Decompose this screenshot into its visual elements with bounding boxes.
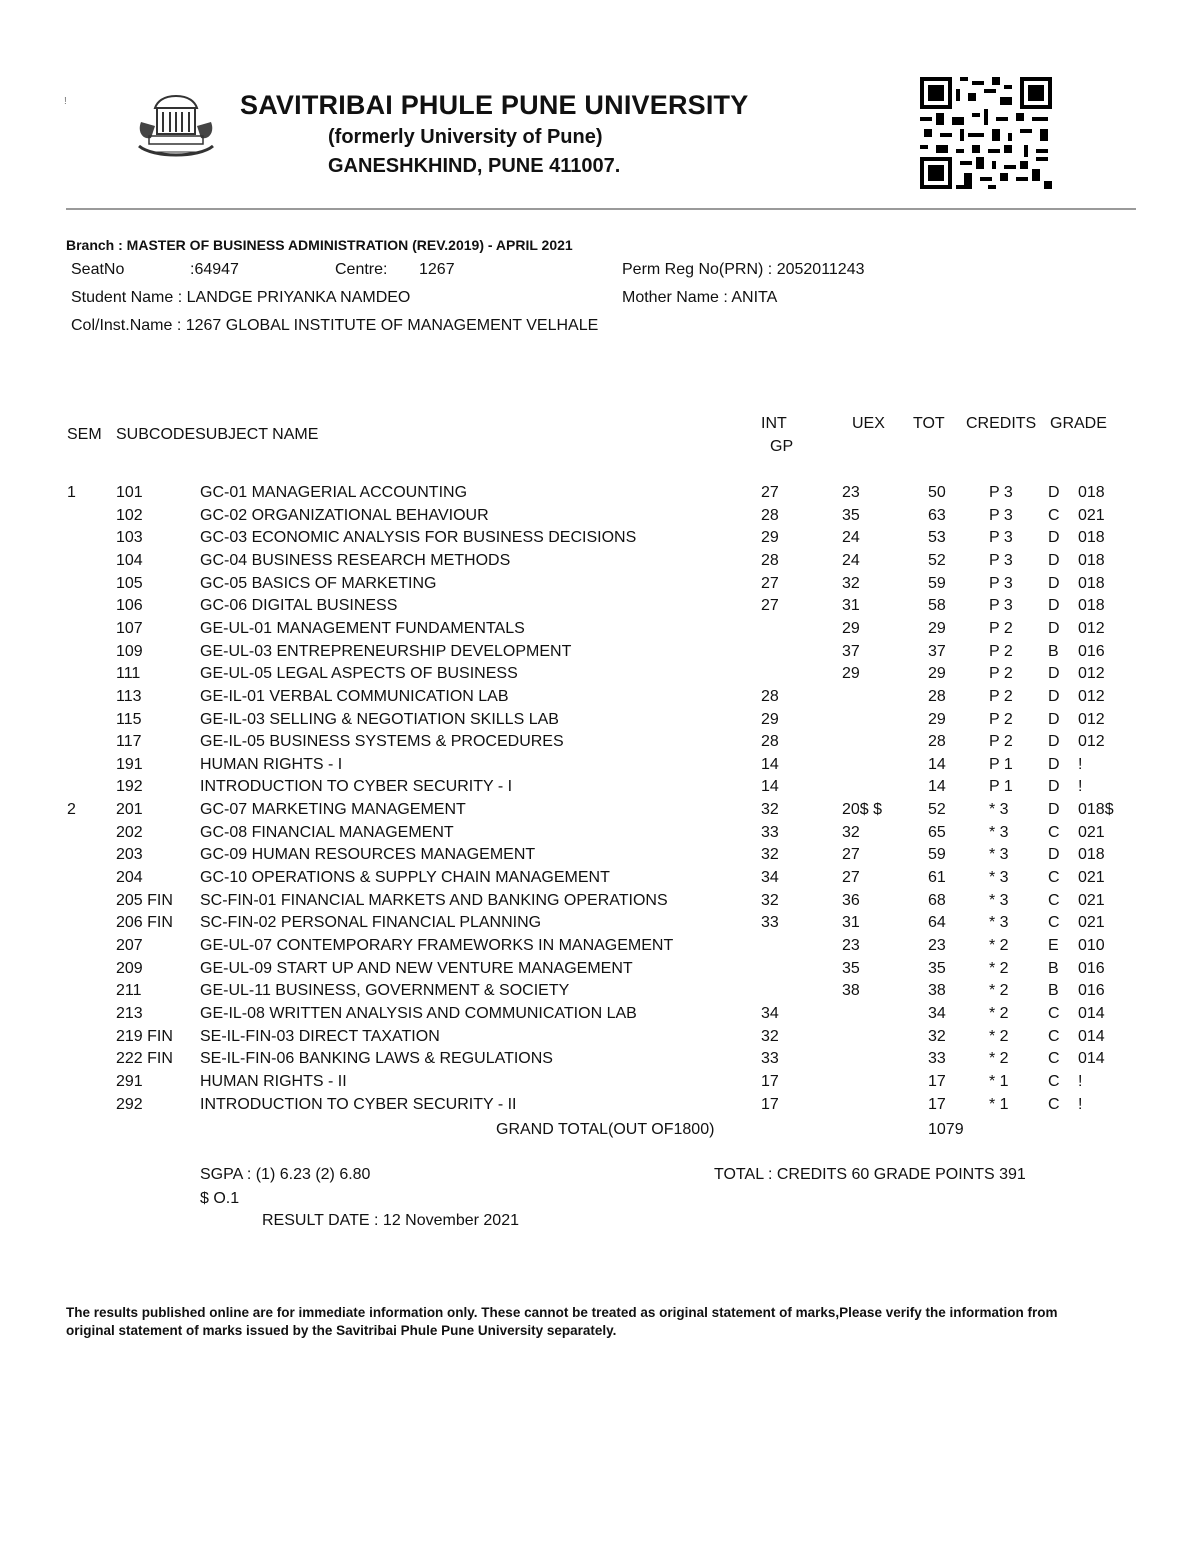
- cell-uex: 38: [842, 982, 860, 999]
- cell-tot: 58: [928, 597, 946, 614]
- cell-grade: D: [1048, 846, 1060, 863]
- cell-subcode: 203: [116, 846, 143, 863]
- seat-label: SeatNo: [71, 261, 125, 278]
- cell-int: 32: [761, 801, 779, 818]
- cell-uex: 32: [842, 824, 860, 841]
- cell-grade: D: [1048, 620, 1060, 637]
- cell-sem: 2: [67, 801, 76, 818]
- cell-grade: C: [1048, 1073, 1060, 1090]
- cell-gp: 014: [1078, 1050, 1105, 1067]
- cell-grade: C: [1048, 869, 1060, 886]
- sgpa: SGPA : (1) 6.23 (2) 6.80: [200, 1166, 371, 1183]
- col-header-grade: GRADE: [1050, 415, 1107, 432]
- cell-subject-name: GC-06 DIGITAL BUSINESS: [200, 597, 398, 614]
- cell-tot: 14: [928, 778, 946, 795]
- cell-credits: P 2: [989, 688, 1013, 705]
- cell-uex: 24: [842, 529, 860, 546]
- cell-credits: * 3: [989, 801, 1009, 818]
- cell-gp: 014: [1078, 1028, 1105, 1045]
- cell-tot: 50: [928, 484, 946, 501]
- cell-credits: * 2: [989, 960, 1009, 977]
- cell-uex: 20$ $: [842, 801, 883, 818]
- cell-subcode: 101: [116, 484, 143, 501]
- cell-grade: D: [1048, 733, 1060, 750]
- cell-gp: 018: [1078, 597, 1105, 614]
- cell-credits: P 3: [989, 552, 1013, 569]
- cell-uex: 23: [842, 484, 860, 501]
- cell-subcode: 292: [116, 1096, 143, 1113]
- cell-tot: 29: [928, 665, 946, 682]
- cell-tot: 32: [928, 1028, 946, 1045]
- cell-tot: 17: [928, 1096, 946, 1113]
- cell-grade: D: [1048, 756, 1060, 773]
- cell-int: 27: [761, 575, 779, 592]
- cell-credits: * 3: [989, 869, 1009, 886]
- cell-gp: 012: [1078, 665, 1105, 682]
- cell-tot: 53: [928, 529, 946, 546]
- cell-subject-name: GC-01 MANAGERIAL ACCOUNTING: [200, 484, 468, 501]
- cell-gp: !: [1078, 778, 1083, 795]
- cell-tot: 33: [928, 1050, 946, 1067]
- cell-credits: P 3: [989, 507, 1013, 524]
- cell-int: 17: [761, 1096, 779, 1113]
- cell-gp: 021: [1078, 824, 1105, 841]
- cell-grade: D: [1048, 665, 1060, 682]
- cell-subject-name: GC-03 ECONOMIC ANALYSIS FOR BUSINESS DECISIONS: [200, 529, 637, 546]
- header-divider: [66, 208, 1136, 210]
- cell-credits: P 2: [989, 733, 1013, 750]
- cell-grade: C: [1048, 824, 1060, 841]
- cell-int: 32: [761, 1028, 779, 1045]
- cell-subcode: 106: [116, 597, 143, 614]
- cell-credits: * 2: [989, 1050, 1009, 1067]
- col-header-gp: GP: [770, 438, 794, 455]
- cell-sem: 1: [67, 484, 76, 501]
- cell-subject-name: INTRODUCTION TO CYBER SECURITY - I: [200, 778, 513, 795]
- branch-line: Branch : MASTER OF BUSINESS ADMINISTRATION (REV.2019) - APRIL 2021: [66, 237, 573, 253]
- cell-credits: P 1: [989, 756, 1013, 773]
- cell-subcode: 102: [116, 507, 143, 524]
- cell-subcode: 207: [116, 937, 143, 954]
- cell-tot: 14: [928, 756, 946, 773]
- cell-int: 17: [761, 1073, 779, 1090]
- cell-uex: 31: [842, 914, 860, 931]
- cell-subcode: 291: [116, 1073, 143, 1090]
- cell-gp: 018: [1078, 529, 1105, 546]
- cell-gp: 018: [1078, 552, 1105, 569]
- cell-int: 28: [761, 507, 779, 524]
- col-header-tot: TOT: [913, 415, 945, 432]
- cell-grade: B: [1048, 982, 1059, 999]
- college-name: Col/Inst.Name : 1267 GLOBAL INSTITUTE OF MANAGEMENT VELHALE: [71, 317, 599, 334]
- cell-tot: 28: [928, 733, 946, 750]
- cell-uex: 24: [842, 552, 860, 569]
- cell-gp: 012: [1078, 733, 1105, 750]
- col-header-int: INT: [761, 415, 787, 432]
- cell-grade: C: [1048, 1050, 1060, 1067]
- cell-tot: 29: [928, 620, 946, 637]
- cell-int: 29: [761, 711, 779, 728]
- cell-subject-name: GE-IL-01 VERBAL COMMUNICATION LAB: [200, 688, 509, 705]
- seat-value: :64947: [190, 261, 239, 278]
- note: $ O.1: [200, 1190, 240, 1207]
- cell-subcode: 222 FIN: [116, 1050, 173, 1067]
- cell-subject-name: SC-FIN-02 PERSONAL FINANCIAL PLANNING: [200, 914, 542, 931]
- cell-grade: D: [1048, 529, 1060, 546]
- cell-subcode: 204: [116, 869, 143, 886]
- cell-tot: 59: [928, 575, 946, 592]
- cell-credits: P 2: [989, 711, 1013, 728]
- cell-tot: 28: [928, 688, 946, 705]
- cell-uex: 23: [842, 937, 860, 954]
- cell-subcode: 201: [116, 801, 143, 818]
- cell-grade: D: [1048, 688, 1060, 705]
- cell-gp: 021: [1078, 507, 1105, 524]
- cell-grade: D: [1048, 575, 1060, 592]
- cell-gp: 012: [1078, 620, 1105, 637]
- cell-uex: 29: [842, 620, 860, 637]
- cell-tot: 34: [928, 1005, 946, 1022]
- cell-subject-name: SC-FIN-01 FINANCIAL MARKETS AND BANKING OPERATIONS: [200, 892, 668, 909]
- cell-uex: 37: [842, 643, 860, 660]
- cell-uex: 35: [842, 960, 860, 977]
- cell-tot: 17: [928, 1073, 946, 1090]
- cell-int: 32: [761, 892, 779, 909]
- cell-credits: * 2: [989, 1005, 1009, 1022]
- cell-tot: 37: [928, 643, 946, 660]
- cell-int: 28: [761, 688, 779, 705]
- cell-subject-name: GE-IL-03 SELLING & NEGOTIATION SKILLS LAB: [200, 711, 559, 728]
- cell-gp: !: [1078, 756, 1083, 773]
- cell-gp: 012: [1078, 711, 1105, 728]
- stray-mark: !: [64, 96, 67, 107]
- cell-subject-name: GE-UL-11 BUSINESS, GOVERNMENT & SOCIETY: [200, 982, 570, 999]
- cell-subcode: 113: [116, 688, 142, 705]
- university-name: SAVITRIBAI PHULE PUNE UNIVERSITY: [240, 90, 749, 120]
- cell-gp: 021: [1078, 869, 1105, 886]
- cell-credits: P 1: [989, 778, 1013, 795]
- university-formerly: (formerly University of Pune): [328, 126, 603, 148]
- cell-grade: C: [1048, 507, 1060, 524]
- total-credits: TOTAL : CREDITS 60 GRADE POINTS 391: [714, 1166, 1026, 1183]
- cell-grade: D: [1048, 801, 1060, 818]
- cell-int: 27: [761, 484, 779, 501]
- cell-gp: 018: [1078, 575, 1105, 592]
- cell-subcode: 117: [116, 733, 142, 750]
- cell-uex: 27: [842, 846, 860, 863]
- cell-subcode: 209: [116, 960, 143, 977]
- cell-gp: !: [1078, 1073, 1083, 1090]
- cell-subject-name: GE-UL-09 START UP AND NEW VENTURE MANAGEMENT: [200, 960, 633, 977]
- cell-int: 14: [761, 778, 779, 795]
- cell-gp: 021: [1078, 914, 1105, 931]
- cell-grade: C: [1048, 1028, 1060, 1045]
- cell-subject-name: HUMAN RIGHTS - I: [200, 756, 343, 773]
- centre-label: Centre:: [335, 261, 388, 278]
- cell-subject-name: GE-IL-08 WRITTEN ANALYSIS AND COMMUNICATION LAB: [200, 1005, 637, 1022]
- cell-subcode: 115: [116, 711, 142, 728]
- cell-credits: * 3: [989, 914, 1009, 931]
- cell-subject-name: GC-02 ORGANIZATIONAL BEHAVIOUR: [200, 507, 489, 524]
- cell-subject-name: INTRODUCTION TO CYBER SECURITY - II: [200, 1096, 517, 1113]
- cell-gp: 021: [1078, 892, 1105, 909]
- cell-gp: 014: [1078, 1005, 1105, 1022]
- cell-credits: P 3: [989, 529, 1013, 546]
- cell-subcode: 107: [116, 620, 143, 637]
- cell-tot: 64: [928, 914, 946, 931]
- qr-code-icon: [920, 77, 1052, 189]
- cell-subcode: 103: [116, 529, 143, 546]
- cell-credits: * 1: [989, 1096, 1009, 1113]
- cell-subcode: 104: [116, 552, 143, 569]
- col-header-uex: UEX: [852, 415, 885, 432]
- cell-subject-name: GC-09 HUMAN RESOURCES MANAGEMENT: [200, 846, 536, 863]
- grand-total-label: GRAND TOTAL(OUT OF1800): [496, 1121, 715, 1138]
- cell-gp: !: [1078, 1096, 1083, 1113]
- cell-uex: 36: [842, 892, 860, 909]
- cell-grade: E: [1048, 937, 1059, 954]
- cell-credits: * 3: [989, 824, 1009, 841]
- cell-gp: 012: [1078, 688, 1105, 705]
- cell-credits: P 3: [989, 575, 1013, 592]
- university-address: GANESHKHIND, PUNE 411007.: [328, 155, 621, 177]
- cell-gp: 016: [1078, 982, 1105, 999]
- cell-subcode: 105: [116, 575, 143, 592]
- cell-tot: 35: [928, 960, 946, 977]
- cell-grade: D: [1048, 711, 1060, 728]
- cell-subject-name: GC-08 FINANCIAL MANAGEMENT: [200, 824, 454, 841]
- cell-gp: 018: [1078, 484, 1105, 501]
- cell-credits: * 3: [989, 846, 1009, 863]
- mother-name: Mother Name : ANITA: [622, 289, 778, 306]
- cell-int: 27: [761, 597, 779, 614]
- cell-subject-name: GE-UL-07 CONTEMPORARY FRAMEWORKS IN MANAGEMENT: [200, 937, 674, 954]
- cell-gp: 018: [1078, 846, 1105, 863]
- cell-gp: 018$: [1078, 801, 1114, 818]
- cell-uex: 27: [842, 869, 860, 886]
- cell-grade: C: [1048, 892, 1060, 909]
- cell-uex: 29: [842, 665, 860, 682]
- cell-tot: 65: [928, 824, 946, 841]
- cell-subcode: 192: [116, 778, 143, 795]
- cell-subject-name: SE-IL-FIN-03 DIRECT TAXATION: [200, 1028, 440, 1045]
- cell-gp: 010: [1078, 937, 1105, 954]
- cell-grade: D: [1048, 552, 1060, 569]
- cell-grade: C: [1048, 1005, 1060, 1022]
- col-header-subject: SUBCODESUBJECT NAME: [116, 426, 319, 443]
- cell-credits: P 2: [989, 665, 1013, 682]
- cell-subject-name: GC-05 BASICS OF MARKETING: [200, 575, 437, 592]
- cell-tot: 52: [928, 801, 946, 818]
- cell-tot: 52: [928, 552, 946, 569]
- cell-int: 14: [761, 756, 779, 773]
- grand-total-value: 1079: [928, 1121, 964, 1138]
- cell-subcode: 202: [116, 824, 143, 841]
- cell-subject-name: GE-UL-01 MANAGEMENT FUNDAMENTALS: [200, 620, 525, 637]
- cell-subcode: 111: [116, 665, 141, 682]
- cell-subject-name: GE-IL-05 BUSINESS SYSTEMS & PROCEDURES: [200, 733, 564, 750]
- cell-credits: * 2: [989, 937, 1009, 954]
- col-header-sem: SEM: [67, 426, 102, 443]
- cell-tot: 59: [928, 846, 946, 863]
- cell-int: 33: [761, 1050, 779, 1067]
- cell-subject-name: SE-IL-FIN-06 BANKING LAWS & REGULATIONS: [200, 1050, 553, 1067]
- cell-tot: 68: [928, 892, 946, 909]
- result-date: RESULT DATE : 12 November 2021: [262, 1212, 519, 1229]
- centre-value: 1267: [419, 261, 455, 278]
- cell-subject-name: GE-UL-03 ENTREPRENEURSHIP DEVELOPMENT: [200, 643, 572, 660]
- cell-subject-name: GC-10 OPERATIONS & SUPPLY CHAIN MANAGEMENT: [200, 869, 610, 886]
- cell-int: 33: [761, 914, 779, 931]
- cell-int: 33: [761, 824, 779, 841]
- cell-grade: C: [1048, 1096, 1060, 1113]
- cell-credits: * 2: [989, 982, 1009, 999]
- cell-tot: 29: [928, 711, 946, 728]
- cell-subcode: 219 FIN: [116, 1028, 173, 1045]
- cell-int: 29: [761, 529, 779, 546]
- cell-gp: 016: [1078, 643, 1105, 660]
- cell-subject-name: HUMAN RIGHTS - II: [200, 1073, 347, 1090]
- cell-credits: P 2: [989, 643, 1013, 660]
- cell-subject-name: GC-07 MARKETING MANAGEMENT: [200, 801, 466, 818]
- prn: Perm Reg No(PRN) : 2052011243: [622, 261, 865, 278]
- cell-int: 28: [761, 733, 779, 750]
- cell-credits: P 3: [989, 484, 1013, 501]
- cell-credits: * 2: [989, 1028, 1009, 1045]
- cell-int: 34: [761, 1005, 779, 1022]
- cell-int: 32: [761, 846, 779, 863]
- cell-subcode: 205 FIN: [116, 892, 173, 909]
- cell-int: 28: [761, 552, 779, 569]
- cell-tot: 61: [928, 869, 946, 886]
- cell-uex: 35: [842, 507, 860, 524]
- col-header-credits: CREDITS: [966, 415, 1037, 432]
- cell-subject-name: GE-UL-05 LEGAL ASPECTS OF BUSINESS: [200, 665, 518, 682]
- cell-gp: 016: [1078, 960, 1105, 977]
- cell-credits: * 1: [989, 1073, 1009, 1090]
- student-name: Student Name : LANDGE PRIYANKA NAMDEO: [71, 289, 411, 306]
- cell-grade: B: [1048, 643, 1059, 660]
- cell-tot: 63: [928, 507, 946, 524]
- cell-tot: 38: [928, 982, 946, 999]
- cell-grade: D: [1048, 484, 1060, 501]
- cell-credits: P 3: [989, 597, 1013, 614]
- cell-int: 34: [761, 869, 779, 886]
- cell-grade: D: [1048, 778, 1060, 795]
- cell-subcode: 213: [116, 1005, 143, 1022]
- cell-credits: * 3: [989, 892, 1009, 909]
- cell-uex: 31: [842, 597, 860, 614]
- cell-grade: C: [1048, 914, 1060, 931]
- cell-subcode: 211: [116, 982, 142, 999]
- cell-credits: P 2: [989, 620, 1013, 637]
- cell-uex: 32: [842, 575, 860, 592]
- cell-subcode: 191: [116, 756, 143, 773]
- cell-grade: B: [1048, 960, 1059, 977]
- cell-subject-name: GC-04 BUSINESS RESEARCH METHODS: [200, 552, 511, 569]
- disclaimer: The results published online are for immediate information only. These cannot be treated as original statement of marks,Please verify the information from original statement of marks issued by the Savitribai Phule Pune University separately.: [66, 1305, 1058, 1338]
- cell-subcode: 206 FIN: [116, 914, 173, 931]
- cell-tot: 23: [928, 937, 946, 954]
- cell-grade: D: [1048, 597, 1060, 614]
- university-seal-icon: [133, 92, 219, 166]
- cell-subcode: 109: [116, 643, 143, 660]
